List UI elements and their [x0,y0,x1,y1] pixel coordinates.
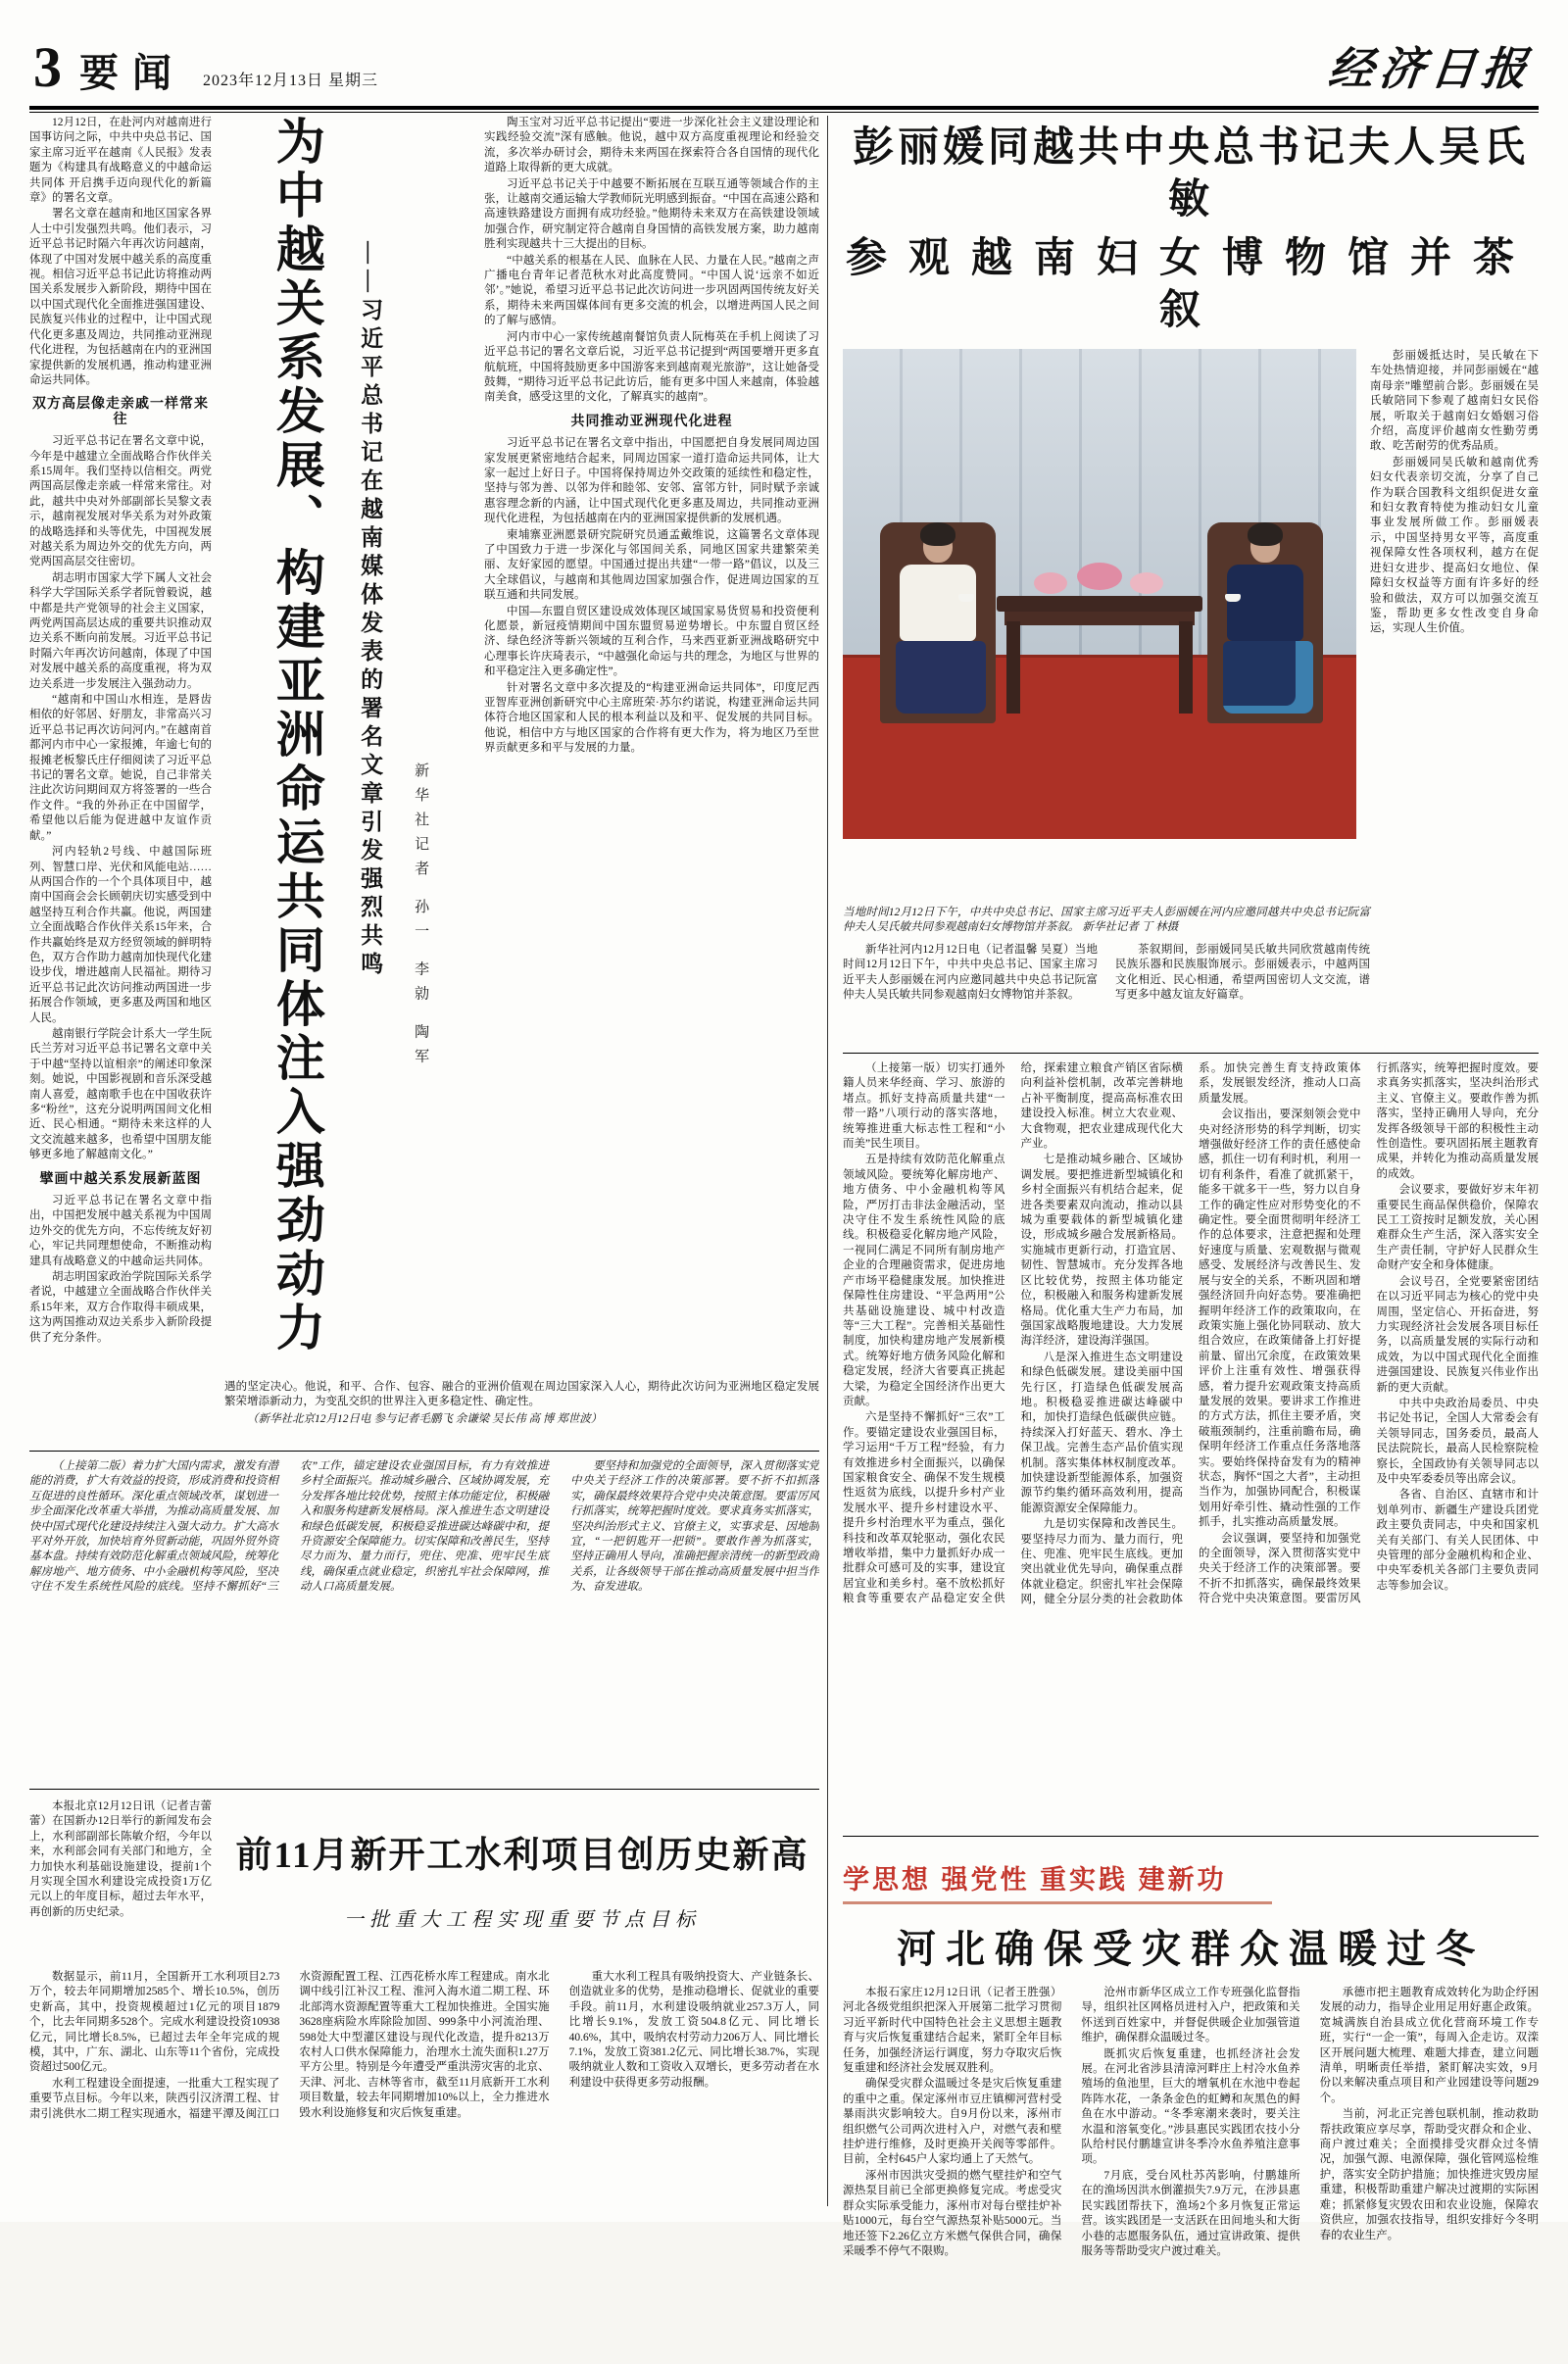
table-leg [1006,621,1020,714]
figure-peng-liyuan [896,529,980,714]
paragraph: 习近平总书记关于中越要不断拓展在互联互通等领域合作的主张，让越南交通运输大学教师阮光明感到振奋。“中国在高速公路和高速铁路建设方面拥有成功经验。”他期待未来双方在高铁建设领域加强合作，研究制定符合越南自身国情的高铁发展方案，助力越南胜利实现越共十三大提出的目标。 [484,177,819,251]
paragraph: 会议要求，要做好岁末年初重要民生商品保供稳价，保障农民工工资按时足额发放，关心困难群众生产生活，深入落实安全生产责任制，守护好人民群众生命财产安全和身体健康。 [1376,1184,1539,1272]
article-hebei-body [843,1986,1539,2364]
paragraph: 要坚持和加强党的全面领导，深入贯彻落实党中央关于经济工作的决策部署。要不折不扣抓落实，确保最终效果符合党中央决策意图。要雷厉风行抓落实，统筹把握时度效。要求真务实抓落实，坚决纠治形式主义、官僚主义，实事求是、因地制宜，“一把钥匙开一把锁”。要敢作善为抓落实，坚持正确用人导向，准确把握亲清统一的新型政商关系，让各级领导干部在推动高质量发展中担当作为、奋发进取。 [570,1460,819,1594]
paragraph: 习近平总书记在署名文章中说，今年是中越建立全面战略合作伙伴关系15周年。我们坚持以信相交。两党两国高层像走亲戚一样常来常往。对此，越共中央对外部副部长吴黎文表示，越南视发展对华关系为对外政策的战略选择和头等优先，中国视发展对越关系为周边外交的优先方向，两党两国高层交往密切。 [29,435,212,568]
paragraph: 7月底，受台风杜苏芮影响，付鹏雄所在的渔场因洪水倒灌损失7.9万元，在涉县惠民实践团帮扶下，渔场2个多月恢复正常运营。该实践团是一支活跃在田间地头和大街小巷的志愿服务队伍，通过宣讲政策、提供服务等帮助受灾户渡过难关。 [1081,2169,1300,2257]
figure-head [1250,529,1280,563]
paragraph: 胡志明市国家大学下属人文社会科学大学国际关系学者阮曾毅说，越中都是共产党领导的社会主义国家，两党两国高层达成的重要共识推动双边关系不断向前发展。习近平总书记时隔六年再次访问越南，体现了中国对发展中越关系的高度重视，将为双边关系进一步发展注入强劲动力。 [29,571,212,690]
article-water-body [29,1970,819,2178]
flower-bloom [1077,563,1122,590]
paragraph: 沧州市新华区成立工作专班强化监督指导，组织社区网格员进村入户，把政策和关怀送到百姓家中，并督促供暖企业加强管道维护，确保群众温暖过冬。 [1081,1987,1300,2044]
figure-skirt [896,641,986,714]
inline-subhead: 擘画中越关系发展新蓝图 [39,1171,202,1187]
teacup-icon [1225,594,1241,602]
paragraph: 当前，河北正完善包联机制，推动救助帮扶政策应享尽享，帮助受灾群众和企业、商户渡过难关；全面摸排受灾群众过冬情况，加强气源、电源保障，强化管网巡检维护，落实安全防护措施；加快推进灾毁房屋重建，积极帮助重建户解决过渡期的实际困难；抓紧修复灾毁农田和农业设施，保障农资供应，加强农技指导，组织安排好今冬明春的农业生产。 [1319,2108,1539,2241]
paragraph: 中共中央政治局委员、中央书记处书记，全国人大常委会有关领导同志，国务委员，最高人民法院院长，最高人民检察院检察长，全国政协有关领导同志以及中央军委委员等出席会议。 [1376,1397,1539,1485]
paragraph: 柬埔寨亚洲愿景研究院研究员通孟戴维说，这篇署名文章体现了中国致力于进一步深化与邻国间关系，同地区国家共建繁荣美丽、友好家园的愿望。中国通过提出共建“一带一路”倡议，以及三大全球倡议，与越南和其他周边国家加强合作，促进周边国家的互联互通和共同发展。 [484,528,819,602]
divider-rule [843,1053,1539,1054]
paragraph: 会议强调，要坚持和加强党的全面领导，深入贯彻落实党中央关于经济工作的决策部署。要不折不扣抓落实，确保最终效果符合党中央决策意图。要雷厉风行抓落实，统筹把握时度效。要求真务实抓落实，坚决纠治形式主义、官僚主义。要敢作善为抓落实，坚持正确用人导向，充分发挥各级领导干部的积极性主动性创造性。要巩固拓展主题教育成果，并转化为推动高质量发展的成效。 [1199,1062,1539,1605]
flower-bloom [1130,572,1163,594]
article-main-col1 [29,116,212,1376]
flower-arrangement [1026,561,1173,600]
page-number: 3 [33,35,62,99]
paragraph: “越南和中国山水相连，是唇齿相依的好邻居、好朋友，非常高兴习近平总书记再次访问河内。”在越南首都河内市中心一家报摊，年逾七旬的报摊老板黎氏庄仔细阅读了习近平总书记的署名文章。她说，自己非常关注此次访问期间双方将签署的一些合作文件。“我的外孙正在中国留学，希望他以后能为促进越中友谊作贡献。” [29,694,212,842]
paragraph: （上接第二版）着力扩大国内需求，激发有潜能的消费，扩大有效益的投资，形成消费和投资相互促进的良性循环。深化重点领域改革，谋划进一步全面深化改革重大举措，为推动高质量发展、加快中国式现代化建设持续注入强大动力。扩大高水平对外开放，加快培育外贸新动能，巩固外贸外资基本盘。持续有效防范化解重点领域风险，统筹化解房地产、地方债务、中小金融机构等风险，坚决守住不发生系统性风险的底线。坚持不懈抓好“三农”工作，锚定建设农业强国目标，有力有效推进乡村全面振兴。推动城乡融合、区域协调发展，充分发挥各地比较优势，按照主体功能定位，积极融入和服务构建新发展格局。深入推进生态文明建设和绿色低碳发展，积极稳妥推进碳达峰碳中和，提升资源安全保障能力。切实保障和改善民生，坚持尽力而为、量力而行，兜住、兜准、兜牢民生底线，确保重点就业稳定，织密扎牢社会保障网，推动人口高质量发展。 [29,1460,549,1594]
paragraph: 七是推动城乡融合、区域协调发展。要把推进新型城镇化和乡村全面振兴有机结合起来，促进各类要素双向流动，推动以县城为重要载体的新型城镇化建设，形成城乡融合发展新格局。实施城市更新行动，打造宜居、韧性、智慧城市。充分发挥各地区比较优势，按照主体功能定位，积极融入和服务构建新发展格局。优化重大生产力布局，加强国家战略腹地建设。大力发展海洋经济，建设海洋强国。 [1020,1154,1183,1348]
article-peng-title [843,122,1539,335]
article-hebei-title: 河北确保受灾群众温暖过冬 [897,1927,1485,1971]
paragraph: 各省、自治区、直辖市和计划单列市、新疆生产建设兵团党政主要负责同志，中央和国家机关有关部门、有关人民团体、中央管理的部分金融机构和企业、中央军委机关各部门主要负责同志等参加会议。 [1376,1489,1539,1592]
article-peng-side-col [1370,349,1539,898]
paragraph: 署名文章在越南和地区国家各界人士中引发强烈共鸣。他们表示，习近平总书记时隔六年再次访问越南，体现了中国对发展中越关系的高度重视。相信习近平总书记此访将推动两国关系发展步入新阶段，期待中国在以中国式现代化全面推进强国建设、民族复兴伟业的过程中，让中国式现代化更多惠及周边，共同推动亚洲现代化进程，为包括越南在内的亚洲国家提供新的发展机遇，推动构建亚洲命运共同体。 [29,208,212,386]
article-main-credit: （新华社北京12月12日电 参与记者毛鹏飞 余谦梁 吴长伟 高 博 郑世波） [247,1412,603,1425]
article-peng-title-line2: 参观越南妇女博物馆并茶叙 [845,234,1536,332]
figure-hair [1248,522,1283,546]
paragraph: 数据显示，前11月，全国新开工水利项目2.73万个，较去年同期增加2585个、增长10.5%，创历史新高，其中，投资规模超过1亿元的项目1879个，比去年同期多528个。完成水利建设投资10938亿元，同比增长8.5%，已超过去年全年完成的规模，其中，广东、湖北、山东等11个省份，完成投资超过500亿元。 [29,1971,280,2074]
page-header [29,18,1539,100]
table-leg [1179,621,1193,714]
paragraph: 八是深入推进生态文明建设和绿色低碳发展。建设美丽中国先行区，打造绿色低碳发展高地。积极稳妥推进碳达峰碳中和，加快打造绿色低碳供应链。持续深入打好蓝天、碧水、净土保卫战。完善生态产品价值实现机制。落实集体林权制度改革。加快建设新型能源体系，加强资源节约集约循环高效利用，提高能源资源安全保障能力。 [1020,1351,1183,1514]
paragraph: 水利工程建设全面提速，一批重大工程实现了重要节点目标。今年以来，陕西引汉济渭工程、甘肃引洮供水二期工程实现通水，福建平潭及闽江口水资源配置工程、江西花桥水库工程建成。南水北调中线引江补汉工程、淮河入海水道二期工程、环北部湾水资源配置等重大工程加快推进。全国实施3628座病险水库除险加固、999条中小河流治理、598处大中型灌区建设与现代化改造，提升8213万农村人口供水保障能力，治理水土流失面积1.27万平方公里。特别是今年遭受严重洪涝灾害的北京、天津、河北、吉林等省市，截至11月底新开工水利项目数量，较去年同期增加10%以上，全力推进水毁水利设施修复和灾后恢复重建。 [29,1971,550,2120]
paragraph: 确保受灾群众温暖过冬是灾后恢复重建的重中之重。保定涿州市豆庄镇柳河营村受暴雨洪灾影响较大。自9月份以来，涿州市组织燃气公司两次进村入户，对燃气表和壁挂炉进行维修，及时更换开关阀等零部件。目前，全村645户人家均通上了天然气。 [843,2078,1062,2166]
paragraph: 彭丽媛同吴氏敏和越南优秀妇女代表亲切交流，分享了自己作为联合国教科文组织促进女童和妇女教育特使为推动妇女儿童事业发展所做工作。彭丽媛表示，中国坚持男女平等，高度重视保障女性各项权利，越方在促进妇女进步、提高妇女地位、保障妇女权益等方面有许多好的经验和做法，双方可以加强交流互鉴，帮助更多女性改变自身命运，实现人生价值。 [1370,456,1539,635]
paragraph: 涿州市因洪灾受损的燃气壁挂炉和空气源热泵目前已全部更换修复完成。考虑受灾群众实际承受能力，涿州市对每台壁挂炉补贴1000元，每台空气源热泵补贴5000元。当地还签下2.26亿立方米燃气保供合同，确保采暖季不停气不限购。 [843,2169,1062,2257]
article-continued-p1 [843,1061,1539,1828]
figure-torso [1227,565,1303,641]
article-main-tail [224,1380,819,1443]
article-peng-title-line1: 彭丽媛同越共中央总书记夫人吴氏敏 [852,123,1529,222]
article-water-subtitle: 一批重大工程实现重要节点目标 [344,1909,701,1931]
paragraph: 越南银行学院会计系大一学生阮氏兰芳对习近平总书记署名文章中关于中越“坚持以谊相亲”的阐述印象深刻。她说，中国影视剧和音乐深受越南人喜爱，越南歌手也在中国收获许多“粉丝”，这充分说明两国间文化相近、民心相通。“期待未来这样的人文交流越来越多，也希望中国朋友能够更多地了解越南文化。” [29,1027,212,1161]
tea-table [997,596,1202,714]
paragraph: 河内市中心一家传统越南餐馆负责人阮梅英在手机上阅读了习近平总书记的署名文章后说，习近平总书记提到“两国要增开更多直航航班，中国将鼓励更多中国游客来到越南观光旅游”，这让她备受鼓舞，“期待习近平总书记此访后，能有更多中国人来越南，体验越南美食，感受这里的文化，了解真实的越南”。 [484,330,819,404]
article-main-col2 [484,116,819,1376]
figure-skirt [1223,641,1313,714]
paragraph: 针对署名文章中多次提及的“构建亚洲命运共同体”，印度尼西亚智库亚洲创新研究中心主席班荣·苏尔约诺说，构建亚洲命运共同体符合地区国家和人民的根本利益以及和平、促发展的共同目标。他说，相信中方与地区国家的合作将有更大作为，将为地区乃至世界贡献更多和平与发展的力量。 [484,681,819,755]
divider-rule [29,1451,819,1452]
figure-head [923,529,953,563]
paragraph: 12月12日，在赴河内对越南进行国事访问之际，中共中央总书记、国家主席习近平在越南《人民报》发表题为《构建具有战略意义的中越命运共同体 开启携手迈向现代化的新篇章》的署名文章。 [29,117,212,205]
article-water-titles [225,1799,819,1964]
article-main-headline-block [224,116,471,1376]
article-hebei [843,1845,1539,2364]
figure-torso [900,565,976,641]
paragraph: 习近平总书记在署名文章中指出，中国愿把自身发展同周边国家发展更紧密地结合起来，同周边国家一道打造命运共同体，让大家一起过上好日子。中国将保持周边外交政策的延续性和稳定性，坚持与邻为善、以邻为伴和睦邻、安邻、富邻方针，同时赋予亲诚惠容理念新的内涵，让中国式现代化更多惠及周边，共同推动亚洲现代化进程，为包括越南在内的亚洲国家提供新的发展机遇。 [484,437,819,525]
article-main-subtitle: ——习近平总书记在越南媒体发表的署名文章引发强烈共鸣 [358,241,383,980]
paragraph: 会议号召，全党要紧密团结在以习近平同志为核心的党中央周围，坚定信心、开拓奋进，努力实现经济社会发展各项目标任务，以高质量发展的实际行动和成效，为以中国式现代化全面推进强国建设、民族复兴伟业作出新的更大贡献。 [1376,1275,1539,1394]
paragraph: （上接第一版）切实打通外籍人员来华经商、学习、旅游的堵点。抓好支持高质量共建“一带一路”八项行动的落实落地，统筹推进重大标志性工程和“小而美”民生项目。 [843,1062,1005,1151]
paragraph: 本报石家庄12月12日讯（记者王胜强）河北各级党组织把深入开展第二批学习贯彻习近平新时代中国特色社会主义思想主题教育与灾后恢复重建结合起来，紧盯全年目标任务，加强经济运行调度，努力夺取灾后恢复重建和经济社会发展双胜利。 [843,1987,1062,2075]
left-region [29,116,819,2206]
paragraph: 彭丽媛抵达时，吴氏敏在下车处热情迎接，并同彭丽媛在“越南母亲”雕塑前合影。彭丽媛在吴氏敏陪同下参观了越南妇女民俗展，听取关于越南妇女婚姻习俗介绍，高度评价越南女性勤劳勇敢、吃苦耐劳的优秀品质。 [1370,350,1539,453]
right-region [827,116,1539,2257]
header-left [33,35,379,99]
divider-rule [29,1789,819,1790]
inline-subhead: 共同推动亚洲现代化进程 [570,414,733,429]
article-main-tail-text: 遇的坚定决心。他说，和平、合作、包容、融合的亚洲价值观在周边国家深入人心，期待此次访问为亚洲地区稳定发展繁荣增添新动力，为变乱交织的世界注入更多稳定性、确定性。 [224,1381,819,1408]
inline-subhead: 双方高层像走亲戚一样常来往 [32,397,209,427]
paragraph: 六是坚持不懈抓好“三农”工作。要锚定建设农业强国目标，学习运用“千万工程”经验，有力有效推进乡村全面振兴，以确保国家粮食安全、确保不发生规模性返贫为底线，以提升乡村产业发展水平、提升乡村建设水平、提升乡村治理水平为重点，强化科技和改革双轮驱动，强化农民增收举措，集中力量抓好办成一批群众可感可及的实事，建设宜居宜业和美乡村。毫不放松抓好粮食等重要农产品稳定安全供给，探索建立粮食产销区省际横向利益补偿机制，改革完善耕地占补平衡制度，提高高标准农田建设投入标准。树立大农业观、大食物观，把农业建成现代化大产业。 [843,1062,1183,1605]
article-main-byline: 新华社记者 孙一 李勍 陶军 [413,763,429,1073]
paragraph: 胡志明国家政治学院国际关系学者说，中越建立全面战略合作伙伴关系15年来，双方合作取得丰硕成果，这为两国推动双边关系步入新阶段提供了充分条件。 [29,1271,212,1344]
header-rule [29,106,1539,113]
table-apron [1004,612,1195,625]
photo-caption: 当地时间12月12日下午，中共中央总书记、国家主席习近平夫人彭丽媛在河内应邀同越共中央总书记阮富仲夫人吴氏敏共同参观越南妇女博物馆并茶叙。 新华社记者 丁 林摄 [843,907,1370,933]
paragraph: 河内轻轨2号线、中越国际班列、智慧口岸、光伏和风能电站……从两国合作的一个个具体项目中，越南中国商会会长顾朝庆切实感受到中越坚持互利合作共赢。他说，两国建立全面战略合作伙伴关系15年来，合作共赢始终是双方经贸领域的鲜明特色，双方合作助力越南加快现代化建设步伐，增进越南人民福祉。期待习近平总书记此次访问推动两国进一步拓展合作领域，更多惠及两国和地区人民。 [29,846,212,1024]
paragraph: 九是切实保障和改善民生。要坚持尽力而为、量力而行，兜住、兜准、兜牢民生底线。更加突出就业优先导向，确保重点群体就业稳定。织密扎牢社会保障网，健全分层分类的社会救助体系。加快完善生育支持政策体系，发展银发经济，推动人口高质量发展。 [1020,1062,1361,1606]
section-title: 要闻 [79,51,185,95]
flower-bloom [1034,572,1067,594]
article-peng-bottom-cols [843,943,1370,1045]
page-date: 2023年12月13日 星期三 [203,73,379,89]
page-body [29,116,1539,2257]
divider-rule [843,1836,1539,1837]
news-photo [843,349,1356,839]
article-water [29,1799,819,2178]
article-water-intro-text: 本报北京12月12日讯（记者吉蕾蕾）在国新办12日举行的新闻发布会上，水利部副部长陈敏介绍，今年以来，水利部会同有关部门和地方，全力加快水利基础设施建设，提前1个月实现全国水利建设完成投资1万亿元以上的年度目标，超过去年水平，再创新的历史纪录。 [29,1800,212,1918]
paragraph: 五是持续有效防范化解重点领域风险。要统筹化解房地产、地方债务、中小金融机构等风险，严厉打击非法金融活动，坚决守住不发生系统性风险的底线。积极稳妥化解房地产风险，一视同仁满足不同所有制房地产企业的合理融资需求，促进房地产市场平稳健康发展。加快推进保障性住房建设、“平急两用”公共基础设施建设、城中村改造等“三大工程”。完善相关基础性制度，加快构建房地产发展新模式。统筹好地方债务风险化解和稳定发展，经济大省要真正挑起大梁，为稳定全国经济作出更大贡献。 [843,1154,1005,1407]
article-water-intro [29,1799,212,1964]
paragraph: 会议指出，要深刻领会党中央对经济形势的科学判断，切实增强做好经济工作的责任感使命感，抓住一切有利时机，利用一切有利条件，看准了就抓紧干，能多干就多干一些，努力以自身工作的确定性应对形势变化的不确定性。要全面贯彻明年经济工作的总体要求，注意把握和处理好速度与质量、宏观数据与微观感受、发展经济与改善民生、发展与安全的关系，不断巩固和增强经济回升向好态势。要准确把握明年经济工作的政策取向，在政策实施上强化协同联动、放大组合效应，在政策储备上打好提前量、留出冗余度，在政策效果评价上注重有效性、增强获得感，着力提升宏观政策支持高质量发展的效果。要讲求工作推进的方式方法，抓住主要矛盾，突破瓶颈制约，注重前瞻布局，确保明年经济工作重点任务落地落实。要始终保持奋发有为的精神状态，胸怀“国之大者”，主动担当作为，加强协同配合，积极谋划用好牵引性、撬动性强的工作抓手，扎实推动高质量发展。 [1199,1108,1361,1529]
figure-hair [920,522,956,546]
campaign-eyebrow: 学思想 强党性 重实践 建新功 [843,1858,1272,1904]
paragraph: 既抓灾后恢复重建，也抓经济社会发展。在河北省涉县清漳河畔庄上村冷水鱼养殖场的鱼池里，巨大的增氧机在水池中卷起阵阵水花，一条条金色的虹鳟和灰黑色的鲟鱼在水中游动。“冬季寒潮来袭时，要关注水温和溶氧变化。”涉县惠民实践团农技小分队给村民付鹏雄宣讲冬季冷水鱼养殖注意事项。 [1081,2047,1300,2166]
paragraph: 新华社河内12月12日电（记者温馨 吴夏）当地时间12月12日下午，中共中央总书记、国家主席习近平夫人彭丽媛在河内应邀同越共中央总书记阮富仲夫人吴氏敏共同参观越南妇女博物馆并茶叙。 [843,944,1098,1002]
article-water-head [29,1799,819,1964]
article-water-title: 前11月新开工水利项目创历史新高 [235,1836,809,1876]
paragraph: 中国—东盟自贸区建设成效体现区域国家易货贸易和投资便利化愿景，新冠疫情期间中国东盟贸易逆势增长。中东盟自贸区经济、绿色经济等新兴领域的互利合作，马来西亚新亚洲战略研究中心理事长许庆琦表示，“中越强化命运与共的理念，为地区与世界的和平稳定注入更多确定性”。 [484,605,819,678]
paragraph: 陶玉宝对习近平总书记提出“要进一步深化社会主义建设理论和实践经验交流”深有感触。他说，越中双方高度重视理论和经验交流，多次举办研讨会，期待未来两国在探索符合各自国情的现代化道路上取得新的更大成就。 [484,117,819,174]
article-peng-photo-row [843,349,1539,898]
table-top [997,596,1202,612]
paragraph: 承德市把主题教育成效转化为助企纾困发展的动力，指导企业用足用好惠企政策。宽城满族自治县成立优化营商环境工作专班，实行“一企一策”，每周入企走访。双滦区开展问题大梳理、难题大排查，建立问题清单，明晰责任举措，紧盯解决实效，9月份以来解决重点项目和产业园建设等问题29个。 [1319,1987,1539,2104]
paragraph: 茶叙期间，彭丽媛同吴氏敏共同欣赏越南传统民族乐器和民族服饰展示。彭丽媛表示，中越两国文化相近、民心相通，希望两国密切人文交流，谱写更多中越友谊友好篇章。 [1115,944,1370,1002]
article-continued-p2 [29,1459,819,1781]
article-main [29,116,819,1376]
teacup-icon [958,594,974,602]
masthead-logo: 经济日报 [1325,42,1536,95]
paragraph: “中越关系的根基在人民、血脉在人民、力量在人民。”越南之声广播电台青年记者范秋水对此高度赞同。“中国人说‘远亲不如近邻’。”她说，希望习近平总书记此次访问进一步巩固两国传统友好关系，期待未来两国媒体间有更多交流的机会，以增进两国人民之间的了解与感情。 [484,254,819,327]
paragraph: 重大水利工程具有吸纳投资大、产业链条长、创造就业多的优势，是推动稳增长、促就业的重要手段。前11月，水利建设吸纳就业257.3万人，同比增长9.1%，发放工资504.8亿元、同比增长40.6%，其中，吸纳农村劳动力206万人、同比增长7.1%，发放工资381.2亿元、同比增长38.7%，实现吸纳就业人数和工资收入双增长，更多劳动者在水利建设中获得更多劳动报酬。 [568,1971,819,2089]
paragraph: 习近平总书记在署名文章中指出，中国把发展中越关系视为中国周边外交的优先方向，不忘传统友好初心，牢记共同理想使命，不断推动构建具有战略意义的中越命运共同体。 [29,1195,212,1267]
figure-ngo-thi-man [1223,529,1307,714]
article-main-title: 为中越关系发展、构建亚洲命运共同体注入强劲动力 [269,116,324,1355]
